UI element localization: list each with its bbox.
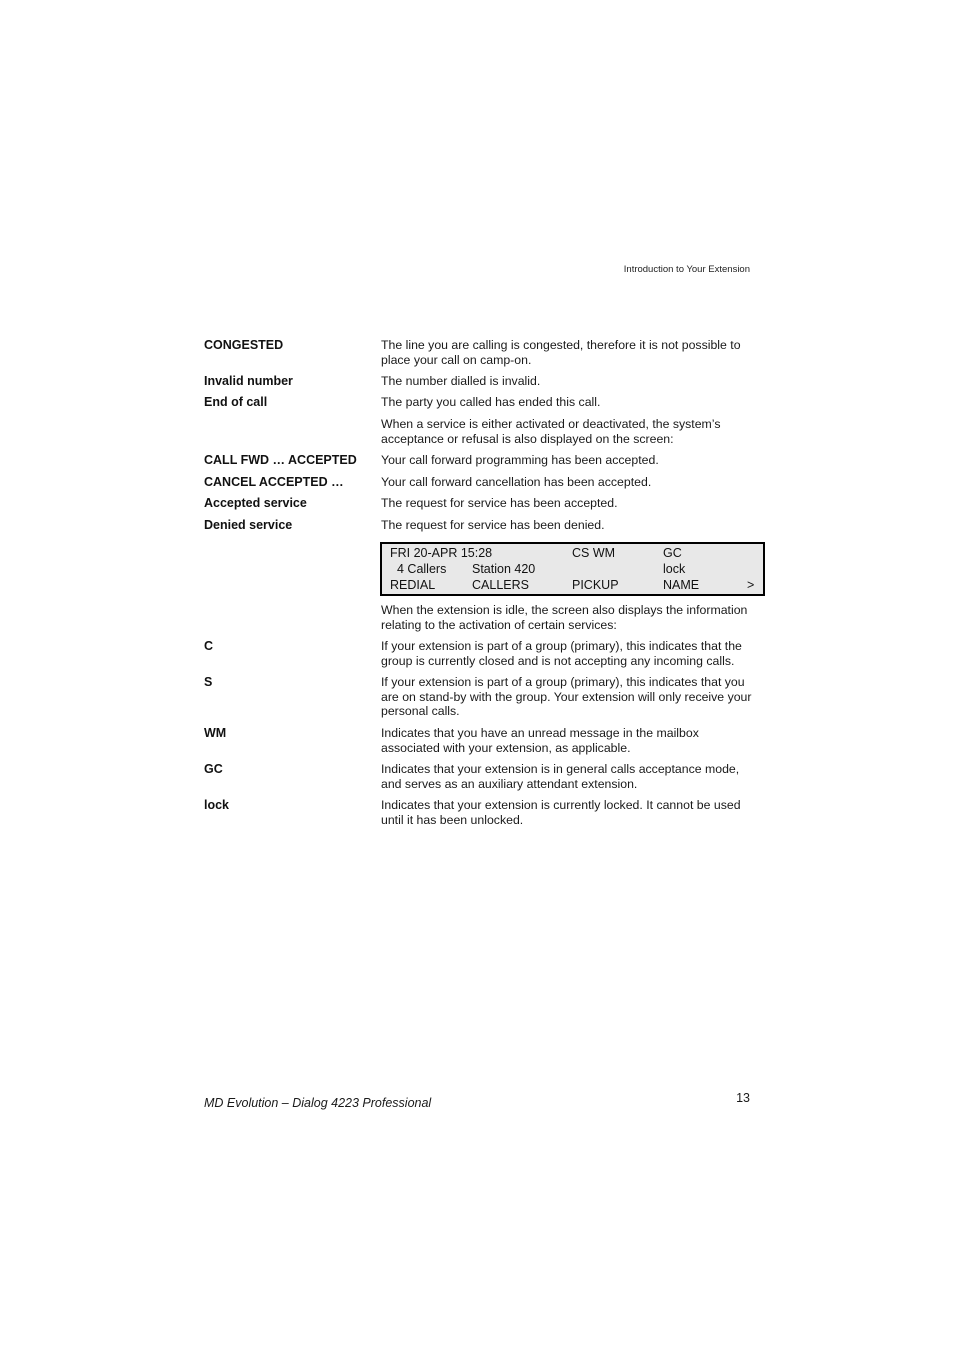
display-station: Station 420	[472, 562, 536, 576]
softkey-name: NAME	[663, 578, 700, 592]
term-denied-service: Denied service	[204, 518, 293, 532]
term-s: S	[204, 675, 213, 689]
term-accepted-service: Accepted service	[204, 496, 307, 510]
idle-intro: When the extension is idle, the screen also displays the information relating to the activation of certain services:	[381, 603, 748, 632]
softkey-callers: CALLERS	[472, 578, 529, 592]
desc-invalid-number: The number dialled is invalid.	[381, 374, 541, 388]
page-number: 13	[736, 1091, 750, 1105]
term-end-of-call: End of call	[204, 395, 268, 409]
softkey-pickup: PICKUP	[572, 578, 619, 592]
footer-title: MD Evolution – Dialog 4223 Professional	[204, 1096, 432, 1110]
term-congested: CONGESTED	[204, 338, 284, 352]
term-wm: WM	[204, 726, 227, 740]
desc-end-of-call: The party you called has ended this call.	[381, 395, 601, 409]
running-head: Introduction to Your Extension	[623, 264, 750, 275]
desc-gc: Indicates that your extension is in general calls acceptance mode, and serves as an auxiliary attendant extension.	[381, 762, 740, 791]
desc-lock: Indicates that your extension is currently locked. It cannot be used until it has been unlocked.	[381, 798, 741, 827]
desc-accepted-service: The request for service has been accepted.	[381, 496, 618, 510]
desc-congested: The line you are calling is congested, therefore it is not possible to place your call on camp-on.	[381, 338, 741, 367]
term-gc: GC	[204, 762, 223, 776]
display-status-lock: lock	[663, 562, 686, 576]
desc-s: If your extension is part of a group (primary), this indicates that you are on stand-by with the group. Your extension will only receive your personal calls.	[381, 675, 752, 718]
desc-call-fwd-accepted: Your call forward programming has been accepted.	[381, 453, 659, 467]
softkey-more-arrow: >	[747, 578, 755, 592]
desc-c: If your extension is part of a group (primary), this indicates that the group is currently closed and is not accepting any incoming calls.	[381, 639, 742, 668]
desc-wm: Indicates that you have an unread message in the mailbox associated with your extension, as applicable.	[381, 726, 699, 755]
term-invalid-number: Invalid number	[204, 374, 293, 388]
softkey-redial: REDIAL	[390, 578, 436, 592]
display-callers-count: 4 Callers	[397, 562, 447, 576]
service-intro: When a service is either activated or deactivated, the system’s acceptance or refusal is also displayed on the screen:	[381, 417, 721, 446]
desc-denied-service: The request for service has been denied.	[381, 518, 605, 532]
term-call-fwd-accepted: CALL FWD … ACCEPTED	[204, 453, 357, 467]
phone-display	[380, 542, 765, 596]
term-c: C	[204, 639, 214, 653]
term-cancel-accepted: CANCEL ACCEPTED …	[204, 475, 344, 489]
display-status-cs-wm: CS WM	[572, 546, 616, 560]
display-date-time: FRI 20-APR 15:28	[390, 546, 493, 560]
term-lock: lock	[204, 798, 230, 812]
desc-cancel-accepted: Your call forward cancellation has been accepted.	[381, 475, 652, 489]
display-status-gc: GC	[663, 546, 682, 560]
